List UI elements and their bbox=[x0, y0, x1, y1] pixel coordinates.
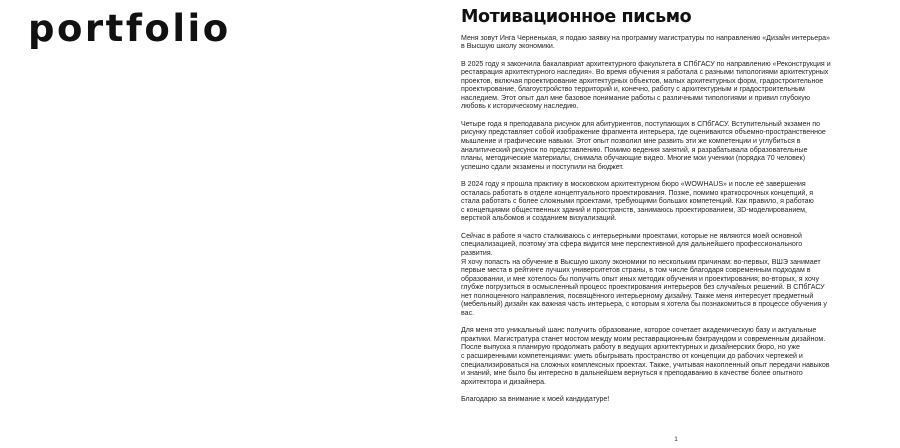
text-line: Для меня это уникальный шанс получить образование, которое сочетает академическую базу и актуальные bbox=[461, 327, 817, 335]
page-number: 1 bbox=[674, 436, 678, 443]
letter-title: Мотивационное письмо bbox=[461, 7, 692, 27]
text-line: После выпуска я планирую продолжать работу в ведущих архитектурных и дизайнерских бюро, но уже bbox=[461, 344, 800, 352]
text-line: реставрация архитектурного наследия». Во время обучения я работала с разными типологиями архитектурных bbox=[461, 69, 829, 77]
paragraph-closing bbox=[461, 396, 889, 405]
text-line: с концепциями общественных зданий и пространств, занимаюсь проектированием, 3D-моделированием, bbox=[461, 206, 807, 214]
text-line: Четыре года я преподавала рисунок для абитуриентов, поступающих в СПбГАСУ. Вступительный экзамен по bbox=[461, 120, 820, 128]
paragraph-teaching bbox=[461, 121, 889, 172]
text-line: практики. Магистратура станет мостом между моим реставрационным бэкграундом и современным дизайном. bbox=[461, 335, 826, 343]
paragraph-work-experience bbox=[461, 181, 889, 224]
text-line: вас. bbox=[461, 309, 475, 317]
paragraph-reasons bbox=[461, 259, 889, 319]
text-line: наследием. Этот опыт дал мне базовое понимание работы с различными типологиями и привил глубокую bbox=[461, 94, 811, 102]
text-line: В 2024 году я прошла практику в московском архитектурном бюро «WOWHAUS» и после её завершения bbox=[461, 181, 806, 189]
text-line: проектирование, благоустройство территорий и, конечно, работу с архитектурным и градостроительным bbox=[461, 86, 805, 94]
text-line: планы, методические материалы, снимала обучающие видео. Многие мои ученики (порядка 70 человек) bbox=[461, 155, 806, 163]
text-line: осталась работать в отделе концептуального проектирования. Позже, помимо краткосрочных концепций, я bbox=[461, 189, 814, 197]
paragraph-introduction bbox=[461, 35, 889, 52]
text-line: аналитический рисунок по представлению. Помимо ведения занятий, я разрабатывала образовательные bbox=[461, 146, 808, 154]
paragraph-current-work bbox=[461, 233, 889, 259]
text-line: Благодарю за внимание к моей кандидатуре! bbox=[461, 396, 610, 404]
text-line: нет полноценного направления, посвящённого интерьерному дизайну. Также меня интересует предметный bbox=[461, 292, 814, 300]
text-line: Я хочу попасть на обучение в Высшую школу экономики по нескольким причинам: во-первых, ВШЭ занимает bbox=[461, 258, 821, 266]
text-line: развития. bbox=[461, 249, 493, 257]
text-line: успешно сдали экзамены и поступили на бюджет. bbox=[461, 163, 624, 171]
motivation-letter bbox=[461, 9, 889, 414]
text-line: глубже погрузиться в осмысленный процесс проектирования интерьеров без случайных решений. В СПбГАСУ bbox=[461, 284, 825, 292]
text-line: (мебельный) дизайн как важная часть интерьера, с которым я хотела бы познакомиться в процессе обучения у bbox=[461, 301, 827, 309]
text-line: образовании, и мне хотелось бы получить опыт иных методик обучения и проектирования; во-вторых, я хочу bbox=[461, 275, 819, 283]
text-line: Сейчас в работе я часто сталкиваюсь с интерьерными проектами, которые не являются моей основной bbox=[461, 232, 802, 240]
text-line: первые места в рейтинге лучших университетов страны, в том числе благодаря современным подходам в bbox=[461, 267, 811, 275]
text-line: проектов, включая проектирование архитектурных объектов, малых архитектурных форм, градостроительное bbox=[461, 77, 824, 85]
text-line: и знаний, мне было бы интересно в дальнейшем вернуться к преподаванию в качестве более опытного bbox=[461, 370, 803, 378]
text-line: специализацией, поэтому эта сфера видится мне перспективной для дальнейшего профессионального bbox=[461, 241, 803, 249]
text-line: мышление и графические навыки. Этот опыт позволил мне развить эти же компетенции и углубиться в bbox=[461, 137, 801, 145]
text-line: версткой альбомов и созданием визуализаций. bbox=[461, 215, 617, 223]
text-line: рисунку представляет собой изображение фрагмента интерьера, где оцениваются объемно-пространственное bbox=[461, 129, 826, 137]
text-line: В 2025 году я закончила бакалавриат архитектурного факультета в СПбГАСУ по направлению «Реконструкция и bbox=[461, 60, 831, 68]
text-line: Меня зовут Инга Черненькая, я подаю заявку на программу магистратуры по направлению «Дизайн интерьера» bbox=[461, 34, 830, 42]
text-line: архитектора и дизайнера. bbox=[461, 378, 546, 386]
portfolio-logo: portfolio bbox=[28, 7, 231, 50]
paragraph-goals bbox=[461, 327, 889, 387]
text-line: стала работать с более сложными проектами, требующими больших компетенций. Как правило, я работаю bbox=[461, 198, 814, 206]
paragraph-education bbox=[461, 61, 889, 112]
text-line: специализироваться на сложных комплексных проектах. Также, учитывая накопленный опыт передачи навыков bbox=[461, 361, 830, 369]
text-line: в Высшую школу экономики. bbox=[461, 43, 555, 51]
text-line: любовь к историческому наследию. bbox=[461, 103, 579, 111]
text-line: с расширенными компетенциями: уметь обыгрывать пространство от концепции до рабочих чертежей и bbox=[461, 353, 803, 360]
